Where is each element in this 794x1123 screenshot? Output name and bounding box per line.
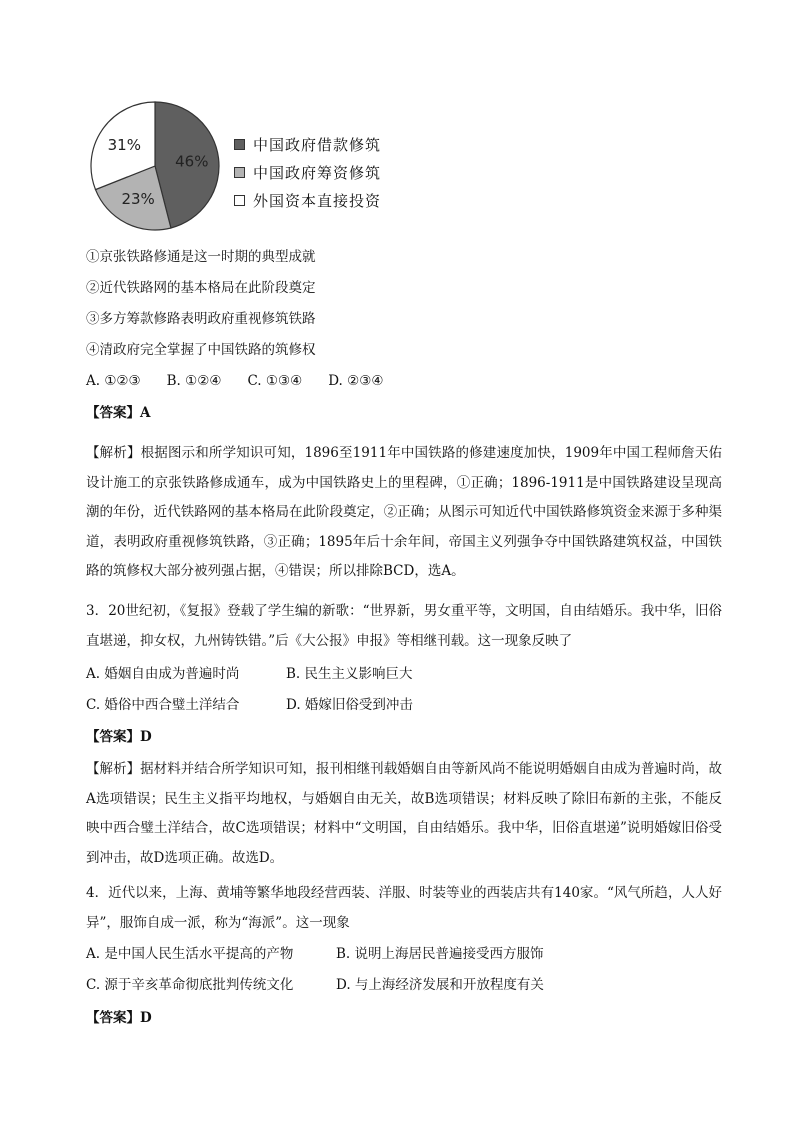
legend-swatch-2 [234,167,245,178]
statement-2: ②近代铁路网的基本格局在此阶段奠定 [86,280,316,296]
q2-options [86,371,409,391]
statement-3: ③多方筹款修路表明政府重视修筑铁路 [86,311,316,327]
legend-swatch-3 [234,195,245,206]
q2-analysis: 【解析】根据图示和所学知识可知，1896至1911年中国铁路的修建速度加快，1909年中国工程师詹天佑设计施工的京张铁路修成通车，成为中国铁路史上的里程碑，①正确；1896-1911是中国铁路建设呈现高潮的年份，近代铁路网的基本格局在此阶段奠定，②正确；从图示可知近代中国铁路修筑资金来源于多种渠道，表明政府重视修筑铁路，③正确；1895年后十余年间，帝国主义列强争夺中国铁路建筑权益，中国铁路的筑修权大部分被列强占据，④错误；所以排除BCD，选A。 [86,445,722,579]
q3-option-b: B. 民生主义影响巨大 [286,666,413,682]
q2-option-c: C. ①③④ [247,373,303,389]
pie-chart-svg [88,100,228,240]
legend-item-1 [234,130,381,158]
pie-chart [88,100,408,240]
q3-options-row2 [86,695,413,715]
legend-label-2: 中国政府筹资修筑 [253,163,382,182]
q4-option-d: D. 与上海经济发展和开放程度有关 [336,977,544,993]
q3-option-d: D. 婚嫁旧俗受到冲击 [286,697,413,713]
q3-answer: 【答案】D [86,729,152,745]
q2-option-a: A. ①②③ [86,373,141,389]
q4-options-row2 [86,975,544,995]
q4-option-c: C. 源于辛亥革命彻底批判传统文化 [86,977,294,993]
pie-slice-label-2: 23% [121,190,155,209]
q4-options-row1 [86,944,544,964]
q2-option-b: B. ①②④ [166,373,222,389]
legend-item-3 [234,186,381,214]
q3-option-a: A. 婚姻自由成为普遍时尚 [86,666,240,682]
q2-option-d: D. ②③④ [328,373,384,389]
legend-label-1: 中国政府借款修筑 [253,135,382,154]
q4-answer: 【答案】D [86,1010,152,1026]
legend-item-2 [234,158,381,186]
legend-label-3: 外国资本直接投资 [253,191,382,210]
q2-answer: 【答案】A [86,405,151,421]
q3-option-c: C. 婚俗中西合璧土洋结合 [86,697,240,713]
pie-slice-label-3: 31% [107,136,141,155]
q4-option-a: A. 是中国人民生活水平提高的产物 [86,946,294,962]
legend-swatch-1 [234,139,245,150]
statement-4: ④清政府完全掌握了中国铁路的筑修权 [86,342,316,358]
q3-analysis: 【解析】据材料并结合所学知识可知，报刊相继刊载婚姻自由等新风尚不能说明婚姻自由成为普遍时尚，故A选项错误；民生主义指平均地权，与婚姻自由无关，故B选项错误；材料反映了除旧布新的主张，不能反映中西合璧土洋结合，故C选项错误；材料中“文明国，自由结婚乐。我中华，旧俗直堪递”说明婚嫁旧俗受到冲击，故D选项正确。故选D。 [86,761,722,866]
q3-stem: 3．20世纪初，《复报》登载了学生编的新歌：“世界新，男女重平等，文明国，自由结婚乐。我中华，旧俗直堪递，抑女权，九州铸铁错。”后《大公报》申报》等相继刊载。这一现象反映了 [86,603,722,649]
q4-stem: 4．近代以来，上海、黄埔等繁华地段经营西装、洋服、时装等业的西装店共有140家。“风气所趋，人人好异”，服饰自成一派，称为“海派”。这一现象 [86,885,722,931]
q3-options-row1 [86,664,413,684]
chart-legend [234,130,381,214]
q4-option-b: B. 说明上海居民普遍接受西方服饰 [336,946,544,962]
statement-1: ①京张铁路修通是这一时期的典型成就 [86,249,316,265]
pie-slice-label-1: 46% [175,152,209,171]
